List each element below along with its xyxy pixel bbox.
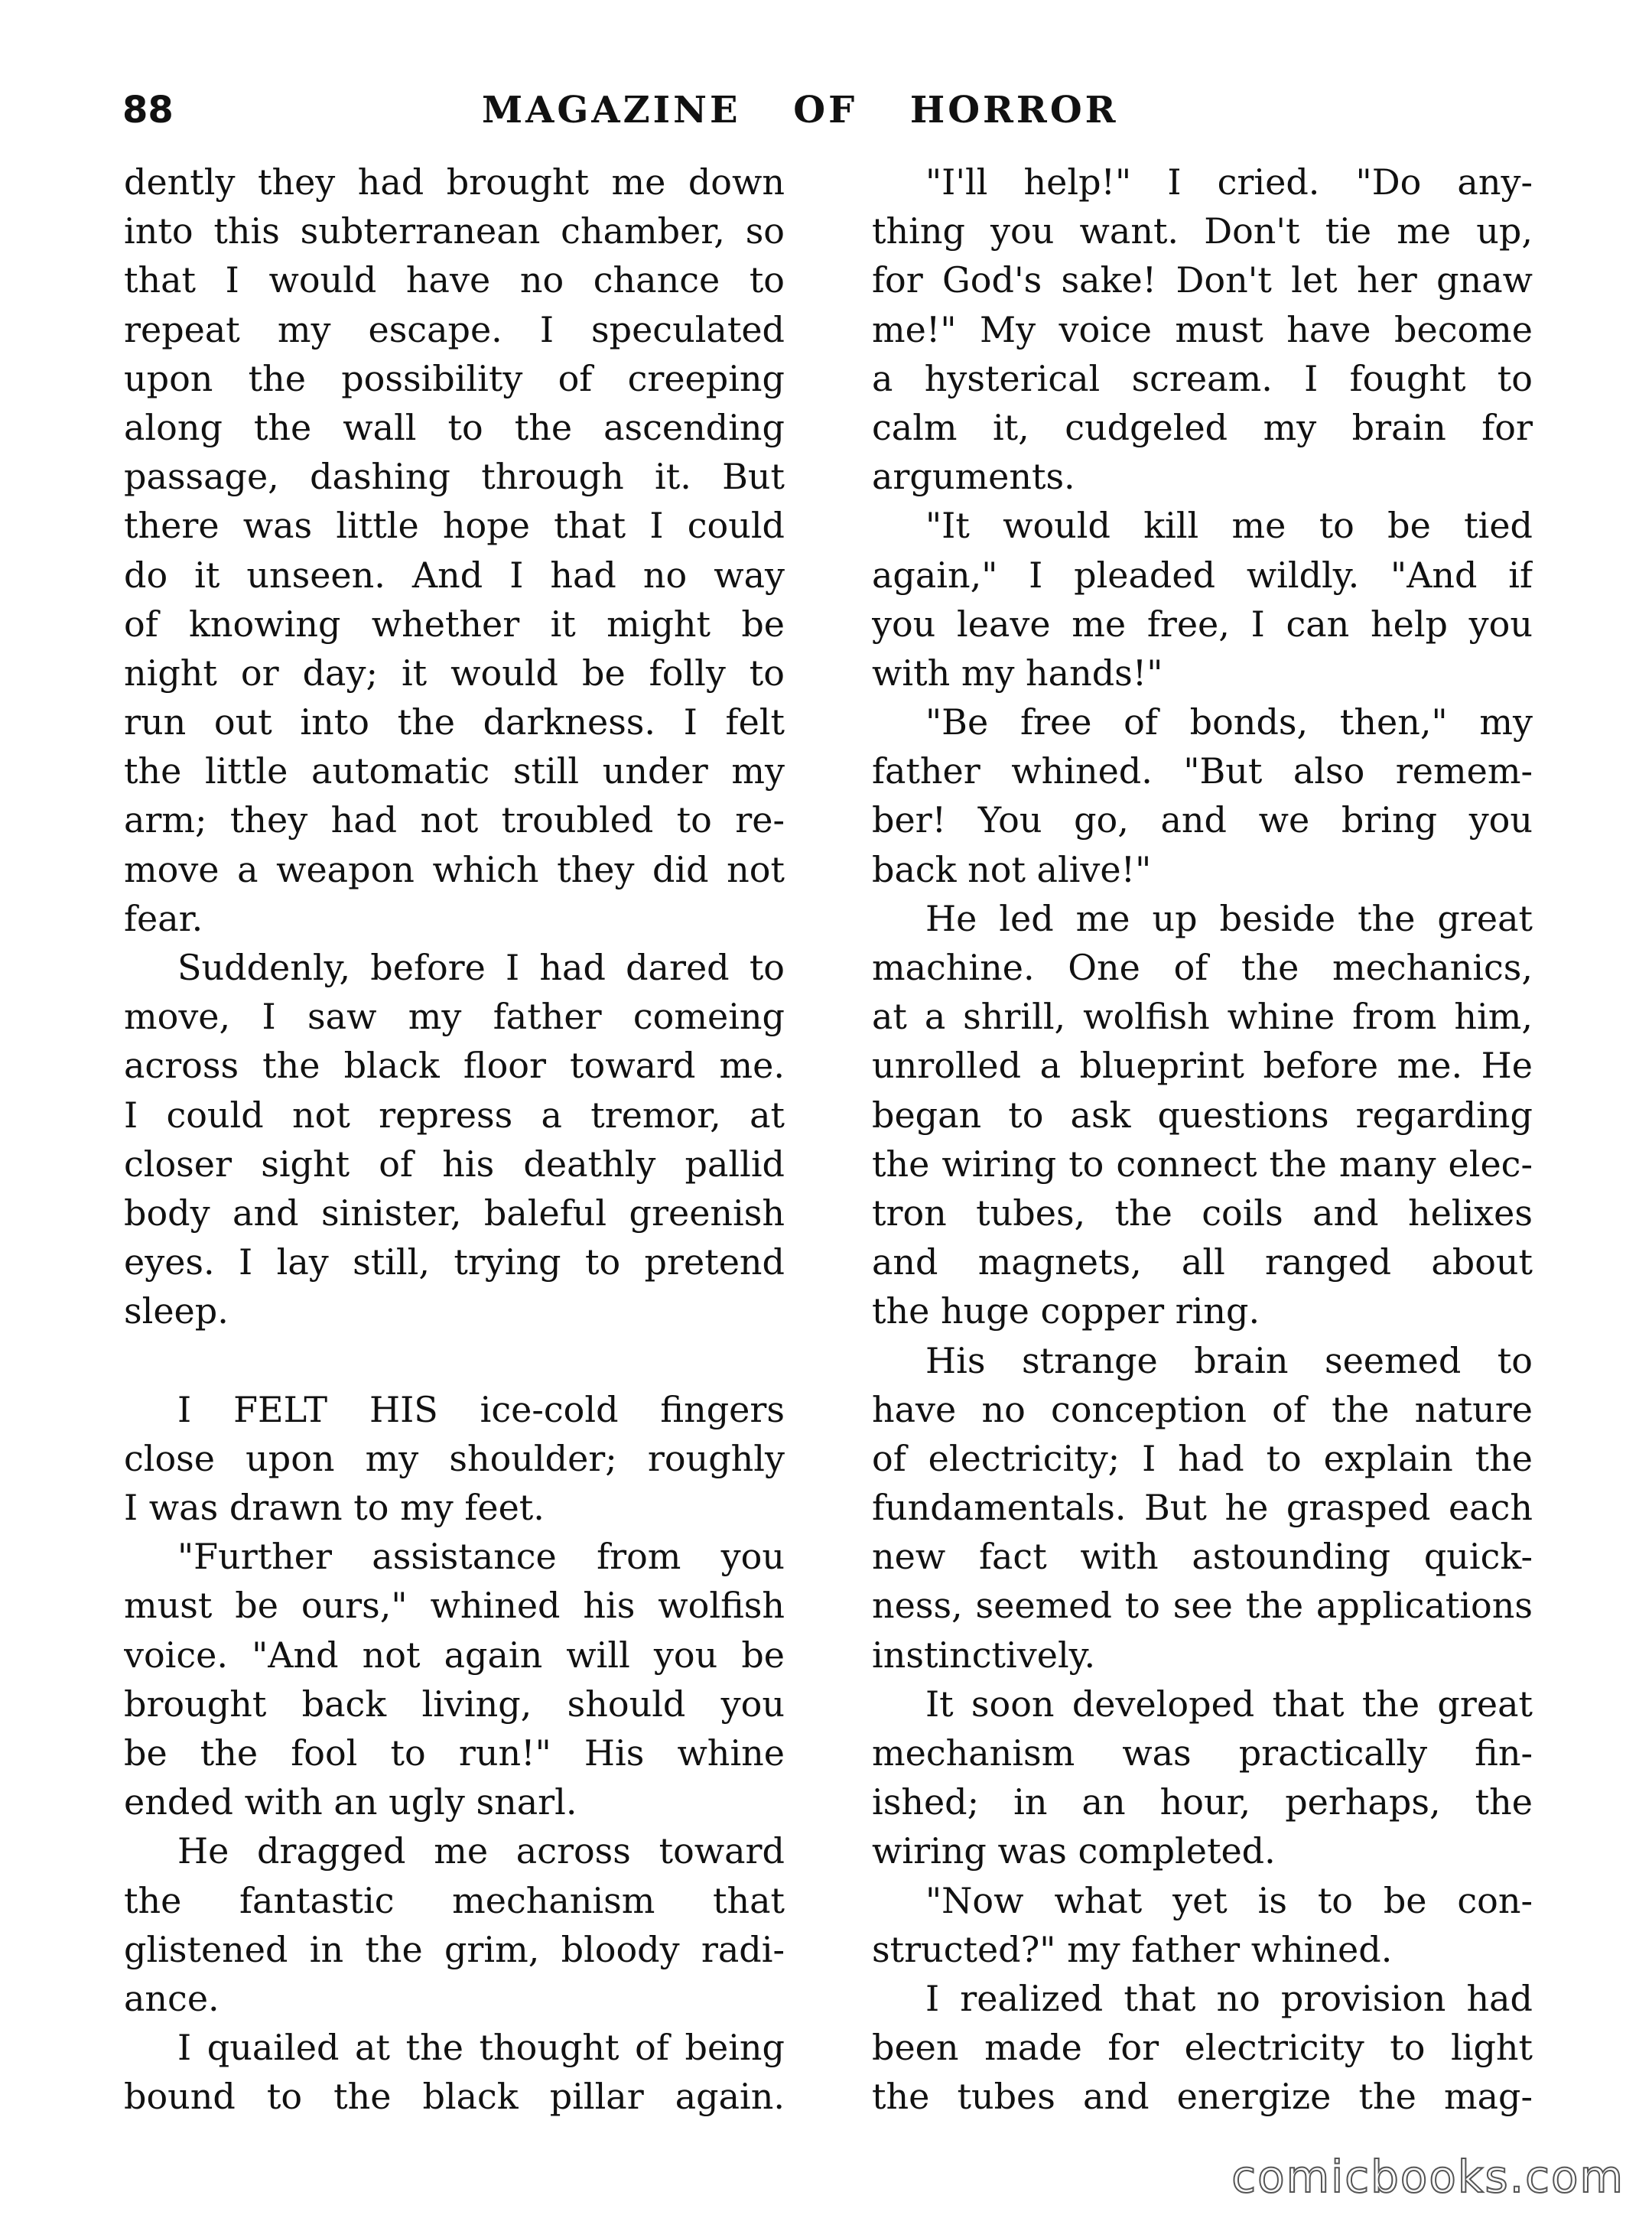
text-line: of electricity; I had to explain the [872,1437,1533,1479]
text-line: be the fool to run!" His whine [124,1732,785,1774]
text-line: you leave me free, I can help you [872,603,1533,645]
text-line: voice. "And not again will you be [124,1634,785,1676]
text-line: unrolled a blueprint before me. He [872,1045,1533,1087]
text-line: the huge copper ring. [872,1290,1260,1332]
watermark: comicbooks.com [1231,2151,1624,2203]
text-line: me!" My voice must have become [872,308,1533,350]
text-line: "It would kill me to be tied [925,505,1533,547]
text-line: into this subterranean chamber, so [124,210,785,252]
text-line: fundamentals. But he grasped each [872,1487,1533,1529]
text-line: again," I pleaded wildly. "And if [872,554,1533,596]
text-line: have no conception of the nature [872,1388,1533,1430]
text-line: for God's sake! Don't let her gnaw [872,259,1533,301]
section-break [124,1336,785,1385]
right-column [872,158,1533,2122]
text-line: night or day; it would be folly to [124,652,785,694]
text-line: ished; in an hour, perhaps, the [872,1781,1533,1823]
text-line: brought back living, should you [124,1683,785,1725]
text-line: with my hands!" [872,652,1163,694]
text-line: that I would have no chance to [124,259,785,301]
text-line: I realized that no provision had [925,1977,1533,2019]
text-line: arguments. [872,456,1075,498]
text-line: "Now what yet is to be con- [925,1879,1533,1921]
text-line: "I'll help!" I cried. "Do any- [925,161,1533,203]
text-line: wiring was completed. [872,1830,1276,1872]
text-line: at a shrill, wolfish whine from him, [872,996,1533,1038]
text-line: and magnets, all ranged about [872,1241,1533,1283]
text-line: I could not repress a tremor, at [124,1094,785,1136]
text-line: instinctively. [872,1634,1096,1676]
text-line: He led me up beside the great [925,897,1533,939]
text-line: I was drawn to my feet. [124,1487,545,1529]
text-line: been made for electricity to light [872,2027,1533,2069]
text-line: He dragged me across toward [177,1830,785,1872]
text-line: repeat my escape. I speculated [124,308,785,350]
text-line: across the black floor toward me. [124,1045,785,1087]
text-line: a hysterical scream. I fought to [872,357,1533,399]
text-line: calm it, cudgeled my brain for [872,406,1533,448]
text-line: must be ours," whined his wolfish [124,1585,785,1627]
text-line: sleep. [124,1290,229,1332]
text-line: run out into the darkness. I felt [124,701,785,743]
text-line: do it unseen. And I had no way [124,554,785,596]
text-line: ness, seemed to see the applications [872,1585,1533,1627]
text-line: dently they had brought me down [124,161,785,203]
text-line: I quailed at the thought of being [177,2027,785,2069]
text-line: mechanism was practically fin- [872,1732,1533,1774]
running-title: MAGAZINE OF HORROR [482,89,1119,132]
text-line: the tubes and energize the mag- [872,2076,1533,2118]
text-line: back not alive!" [872,848,1152,890]
text-line: structed?" my father whined. [872,1928,1393,1970]
text-line: the wiring to connect the many elec- [872,1143,1533,1185]
text-line: ance. [124,1977,220,2019]
text-line: the fantastic mechanism that [124,1879,785,1921]
left-column [124,158,785,2122]
text-line: glistened in the grim, bloody radi- [124,1928,785,1970]
text-line: body and sinister, baleful greenish [124,1192,785,1234]
text-line: along the wall to the ascending [124,406,785,448]
text-line: eyes. I lay still, trying to pretend [124,1241,785,1283]
text-line: new fact with astounding quick- [872,1536,1533,1578]
text-line: move, I saw my father comeing [124,996,785,1038]
text-line: close upon my shoulder; roughly [124,1437,785,1479]
text-line: ber! You go, and we bring you [872,799,1533,841]
text-line: thing you want. Don't tie me up, [872,210,1533,252]
text-line: It soon developed that the great [925,1683,1533,1725]
text-line: of knowing whether it might be [124,603,785,645]
text-line: move a weapon which they did not [124,848,785,890]
text-line: fear. [124,897,203,939]
text-line: ended with an ugly snarl. [124,1781,577,1823]
text-line: began to ask questions regarding [872,1094,1533,1136]
text-line: closer sight of his deathly pallid [124,1143,785,1185]
text-line: arm; they had not troubled to re- [124,799,785,841]
page-header [122,83,1537,144]
text-line: father whined. "But also remem- [872,750,1533,792]
text-line: upon the possibility of creeping [124,357,785,399]
text-line: there was little hope that I could [124,505,785,547]
text-line: bound to the black pillar again. [124,2076,785,2118]
text-line: machine. One of the mechanics, [872,947,1533,988]
text-line: "Be free of bonds, then," my [925,701,1533,743]
text-line: I FELT HIS ice-cold fingers [177,1388,785,1430]
text-line: passage, dashing through it. But [124,456,785,498]
text-line: tron tubes, the coils and helixes [872,1192,1533,1234]
page-number: 88 [122,89,174,132]
text-line: Suddenly, before I had dared to [177,947,785,988]
text-line: "Further assistance from you [177,1536,785,1578]
text-line: His strange brain seemed to [925,1339,1533,1381]
text-line: the little automatic still under my [124,750,785,792]
